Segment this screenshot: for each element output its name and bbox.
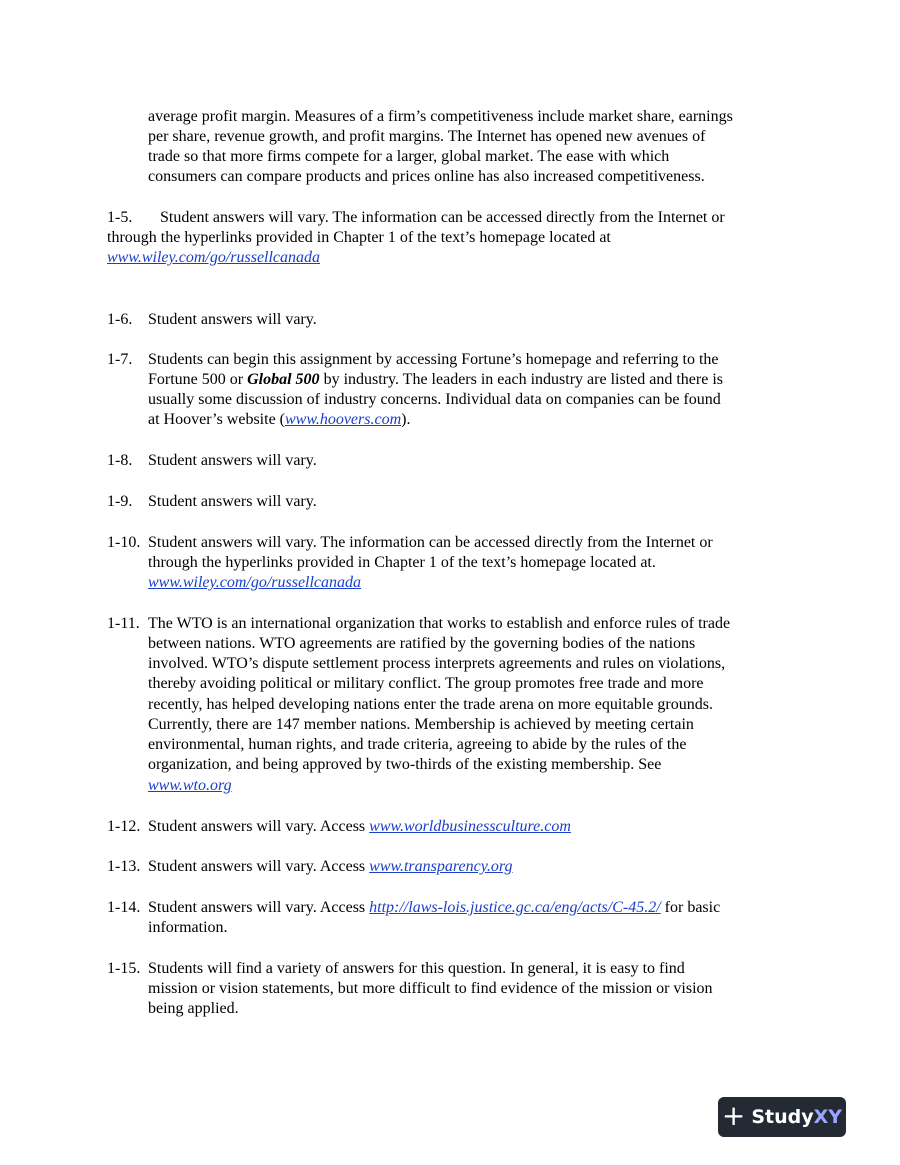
text-line: Students can begin this assignment by accessing Fortune’s homepage and referring to the — [148, 351, 719, 368]
text-line: Student answers will vary. — [148, 493, 317, 510]
text-line: Student answers will vary. The information can be accessed directly from the Internet or — [148, 534, 713, 551]
answer-number: 1-14. — [107, 899, 141, 916]
text-run: ). — [401, 411, 411, 428]
text-line: Student answers will vary. — [148, 452, 317, 469]
answer-number: 1-15. — [107, 960, 141, 977]
studyxy-logo[interactable] — [718, 1097, 846, 1137]
text-line: involved. WTO’s dispute settlement process interprets agreements and rules on violations, — [148, 655, 726, 672]
answer-number: 1-8. — [107, 452, 133, 469]
text-line: consumers can compare products and prices online has also increased competitiveness. — [148, 168, 705, 185]
answer-number: 1-9. — [107, 493, 133, 510]
text-line: The WTO is an international organization that works to establish and enforce rules of trade — [148, 615, 731, 632]
text-line: recently, has helped developing nations enter the trade arena on more equitable grounds. — [148, 696, 713, 713]
text-line: thereby avoiding political or military conflict. The group promotes free trade and more — [148, 675, 704, 692]
answer-number: 1-10. — [107, 534, 141, 551]
text-line — [148, 817, 571, 837]
text-line: through the hyperlinks provided in Chapter 1 of the text’s homepage located at. — [148, 554, 656, 571]
text-run: Fortune 500 or — [148, 371, 248, 388]
logo-text — [751, 1106, 842, 1128]
text-line: information. — [148, 919, 228, 936]
text-line: per share, revenue growth, and profit margins. The Internet has opened new avenues of — [148, 128, 706, 145]
hoovers-link[interactable]: www.hoovers.com — [285, 411, 402, 428]
text-run: for basic — [660, 899, 721, 916]
plus-icon: + — [721, 1098, 746, 1132]
global-500-emphasis: Global 500 — [247, 371, 320, 388]
text-line — [148, 370, 723, 390]
wto-link[interactable]: www.wto.org — [148, 777, 232, 794]
text-line — [148, 857, 513, 877]
logo-xy: XY — [813, 1106, 843, 1128]
answer-number: 1-6. — [107, 311, 133, 328]
worldbusinessculture-link[interactable]: www.worldbusinessculture.com — [369, 818, 571, 835]
text-run: Student answers will vary. Access — [148, 858, 370, 875]
text-line: usually some discussion of industry concerns. Individual data on companies can be found — [148, 391, 721, 408]
text-line: average profit margin. Measures of a firm’s competitiveness include market share, earnings — [148, 108, 733, 125]
logo-study: Study — [751, 1106, 814, 1128]
answer-number: 1-13. — [107, 858, 141, 875]
text-line: environmental, human rights, and trade criteria, agreeing to abide by the rules of the — [148, 736, 687, 753]
text-run: by industry. The leaders in each industry are listed and there is — [319, 371, 723, 388]
text-line: through the hyperlinks provided in Chapter 1 of the text’s homepage located at — [107, 229, 611, 246]
text-line: Student answers will vary. — [148, 311, 317, 328]
answer-number: 1-7. — [107, 351, 133, 368]
answer-number: 1-11. — [107, 615, 140, 632]
text-line: Student answers will vary. The information can be accessed directly from the Internet or — [160, 209, 725, 226]
text-run: at Hoover’s website ( — [148, 411, 285, 428]
transparency-link[interactable]: www.transparency.org — [369, 858, 513, 875]
answer-number: 1-12. — [107, 818, 141, 835]
wiley-link[interactable]: www.wiley.com/go/russellcanada — [107, 249, 321, 266]
text-line: being applied. — [148, 1000, 239, 1017]
wiley-link[interactable]: www.wiley.com/go/russellcanada — [148, 574, 362, 591]
text-line — [148, 410, 410, 430]
text-line — [107, 248, 320, 268]
text-line: mission or vision statements, but more difficult to find evidence of the mission or vision — [148, 980, 713, 997]
text-run: Student answers will vary. Access — [148, 818, 370, 835]
text-line — [148, 573, 361, 593]
text-line: trade so that more firms compete for a larger, global market. The ease with which — [148, 148, 670, 165]
text-run: Student answers will vary. Access — [148, 899, 370, 916]
answer-number: 1-5. — [107, 209, 133, 226]
text-line: organization, and being approved by two-thirds of the existing membership. See — [148, 756, 662, 773]
text-line — [148, 776, 232, 796]
text-line: Students will find a variety of answers for this question. In general, it is easy to find — [148, 960, 685, 977]
justice-laws-link[interactable]: http://laws-lois.justice.gc.ca/eng/acts/C-45.2/ — [369, 899, 661, 916]
text-line: between nations. WTO agreements are ratified by the governing bodies of the nations — [148, 635, 696, 652]
text-line — [148, 898, 720, 918]
text-line: Currently, there are 147 member nations. Membership is achieved by meeting certain — [148, 716, 694, 733]
